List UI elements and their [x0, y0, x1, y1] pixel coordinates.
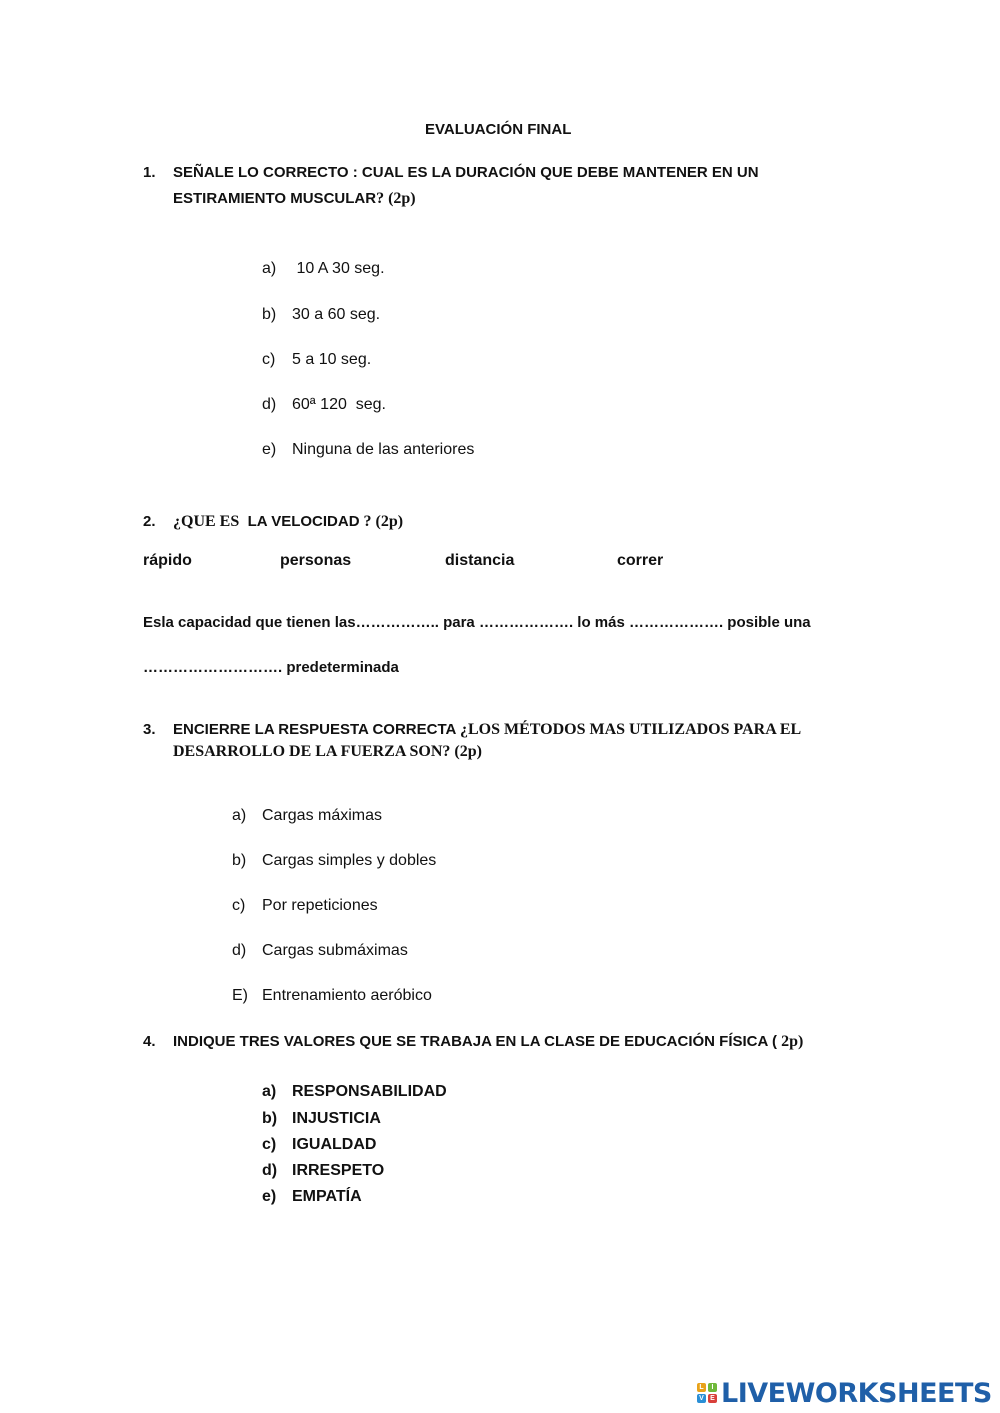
fill-in-sentence-line-1[interactable]: Esla capacidad que tienen las…………….. para ………………. lo más ………………. posible una	[143, 614, 811, 631]
logo-block: I	[708, 1383, 717, 1392]
q1-option-d[interactable]: d) 60ª 120 seg.	[262, 396, 386, 413]
logo-blocks-icon	[697, 1383, 717, 1403]
q3-option-c[interactable]: c) Por repeticiones	[232, 897, 378, 914]
question-3-line-1: 3. ENCIERRE LA RESPUESTA CORRECTA ¿LOS MÉTODOS MAS UTILIZADOS PARA EL	[143, 721, 802, 738]
word-bank-item[interactable]: correr	[617, 552, 664, 569]
q4-option-d[interactable]: d) IRRESPETO	[262, 1162, 385, 1179]
logo-block: E	[708, 1394, 717, 1403]
page-title: EVALUACIÓN FINAL	[425, 121, 572, 138]
question-2-heading: 2. ¿QUE ES LA VELOCIDAD ? (2p)	[143, 513, 404, 530]
q3-option-b[interactable]: b) Cargas simples y dobles	[232, 852, 437, 869]
q3-option-d[interactable]: d) Cargas submáximas	[232, 942, 408, 959]
q1-option-e[interactable]: e) Ninguna de las anteriores	[262, 441, 475, 458]
liveworksheets-logo	[697, 1376, 992, 1410]
question-1-line-1	[143, 164, 759, 181]
q4-option-c[interactable]: c) IGUALDAD	[262, 1136, 377, 1153]
word-bank-item[interactable]: rápido	[143, 552, 192, 569]
question-1-text-line-1: SEÑALE LO CORRECTO : CUAL ES LA DURACIÓN QUE DEBE MANTENER EN UN	[173, 164, 759, 181]
question-3-number: 3.	[143, 721, 156, 738]
q1-option-b[interactable]: b) 30 a 60 seg.	[262, 306, 381, 323]
word-bank-item[interactable]: personas	[280, 552, 352, 569]
q3-option-e[interactable]: E) Entrenamiento aeróbico	[232, 987, 432, 1004]
q4-option-b[interactable]: b) INJUSTICIA	[262, 1110, 381, 1127]
q1-option-a[interactable]: a) 10 A 30 seg.	[262, 260, 385, 277]
q4-option-a[interactable]: a) RESPONSABILIDAD	[262, 1083, 447, 1100]
q4-option-e[interactable]: e) EMPATÍA	[262, 1188, 362, 1205]
fill-in-sentence-line-2[interactable]: ………………………. predeterminada	[143, 659, 399, 676]
question-2-number: 2.	[143, 513, 156, 530]
question-3-line-2: DESARROLLO DE LA FUERZA SON? (2p)	[173, 743, 482, 760]
logo-block: V	[697, 1394, 706, 1403]
question-4-heading: 4. INDIQUE TRES VALORES QUE SE TRABAJA EN LA CLASE DE EDUCACIÓN FÍSICA ( 2p)	[143, 1033, 804, 1050]
logo-text: LIVEWORKSHEETS	[721, 1377, 992, 1409]
q3-option-a[interactable]: a) Cargas máximas	[232, 807, 383, 824]
question-1-number: 1.	[143, 164, 156, 181]
question-1-line-2	[173, 190, 416, 208]
q1-option-c[interactable]: c) 5 a 10 seg.	[262, 351, 372, 368]
question-1-text-line-2: ESTIRAMIENTO MUSCULAR	[173, 190, 377, 207]
logo-block: L	[697, 1383, 706, 1392]
question-4-number: 4.	[143, 1033, 156, 1050]
word-bank-item[interactable]: distancia	[445, 552, 515, 569]
question-1-points: ? (2p)	[376, 190, 416, 207]
